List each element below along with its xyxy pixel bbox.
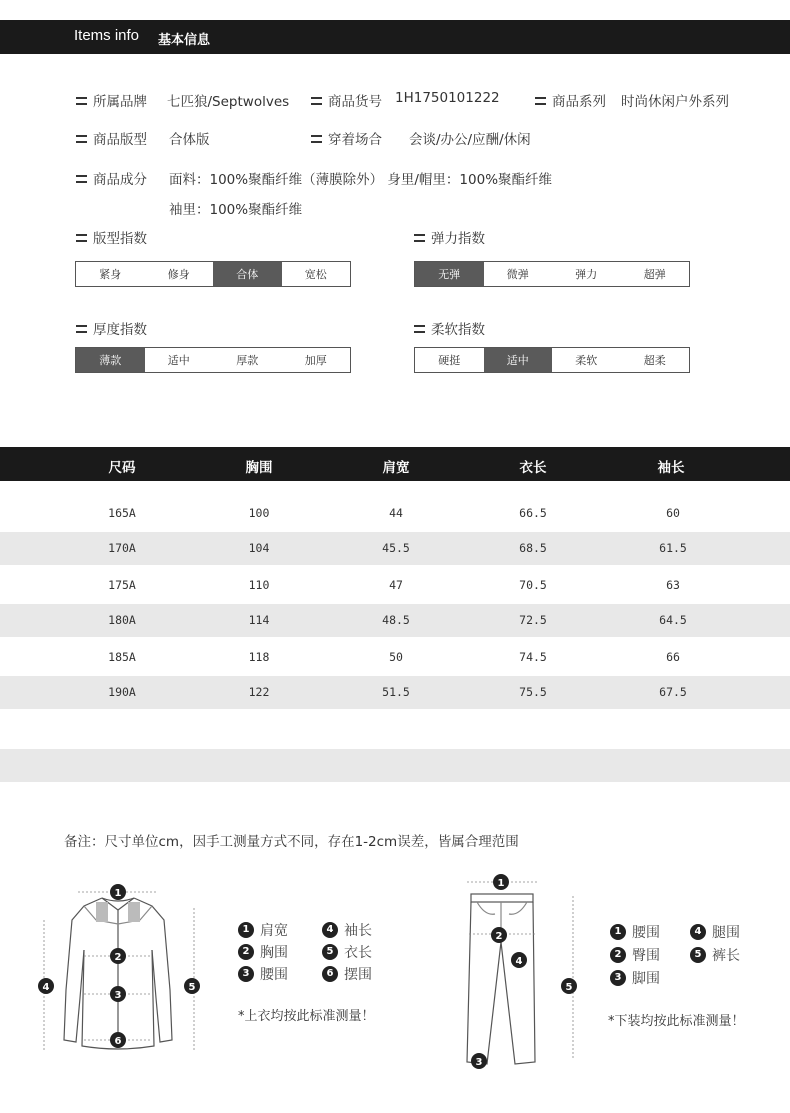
top-legend-item: 4 袖长 <box>322 920 372 940</box>
softness-index-scale <box>414 347 690 373</box>
series-label: 商品系列 <box>552 94 606 110</box>
scale-option: 适中 <box>167 354 190 367</box>
occasion-label: 穿着场合 <box>328 132 382 148</box>
brand-value: 七匹狼/Septwolves <box>167 94 290 110</box>
sku-label: 商品货号 <box>328 94 382 110</box>
table-cell: 180A <box>108 613 136 627</box>
table-cell: 60 <box>666 506 680 520</box>
brand-label: 所属品牌 <box>93 94 147 110</box>
bottom-legend-item: 4 腿围 <box>690 922 740 942</box>
equals-bullet-icon <box>414 325 425 333</box>
scale-option: 柔软 <box>575 354 598 367</box>
top-legend-item: 2 胸围 <box>238 942 288 962</box>
scale-option: 超弹 <box>643 268 666 281</box>
series-value: 时尚休闲户外系列 <box>621 94 729 110</box>
table-row <box>0 532 790 565</box>
marker-label: 2 <box>114 952 122 963</box>
table-cell: 48.5 <box>382 613 410 627</box>
fit-row <box>76 128 210 148</box>
scale-option: 微弹 <box>506 268 529 281</box>
table-spacer-band <box>0 749 790 782</box>
scale-option: 超柔 <box>643 354 666 367</box>
table-cell: 47 <box>389 578 403 592</box>
equals-bullet-icon <box>76 135 87 143</box>
table-cell: 68.5 <box>519 541 547 555</box>
equals-bullet-icon <box>311 97 322 105</box>
table-cell: 64.5 <box>659 613 687 627</box>
pants-measure-diagram <box>455 872 585 1072</box>
occasion-row <box>311 128 531 148</box>
size-table-header <box>0 447 790 481</box>
column-header-length: 衣长 <box>519 460 547 476</box>
elasticity-index-scale <box>414 261 690 287</box>
table-cell: 61.5 <box>659 541 687 555</box>
softness-index-title: 柔软指数 <box>414 318 485 338</box>
table-cell: 175A <box>108 578 136 592</box>
scale-option: 合体 <box>213 262 282 286</box>
scale-option: 无弹 <box>415 262 484 286</box>
top-legend-item: 3 腰围 <box>238 964 288 984</box>
column-header-size: 尺码 <box>108 460 136 476</box>
table-cell: 66.5 <box>519 506 547 520</box>
bottom-legend-item: 2 臀围 <box>610 945 660 965</box>
fit-value: 合体版 <box>169 132 210 148</box>
material-line-1: 面料：100%聚酯纤维（薄膜除外） 身里/帽里：100%聚酯纤维 <box>169 172 553 188</box>
table-cell: 72.5 <box>519 613 547 627</box>
elasticity-index-title: 弹力指数 <box>414 227 485 247</box>
top-measure-note: *上衣均按此标准测量！ <box>238 1009 375 1024</box>
table-cell: 66 <box>666 650 680 664</box>
marker-label: 1 <box>114 888 122 899</box>
sku-row <box>311 90 500 110</box>
material-row <box>76 168 553 188</box>
equals-bullet-icon <box>76 97 87 105</box>
equals-bullet-icon <box>414 234 425 242</box>
marker-label: 6 <box>114 1036 122 1047</box>
equals-bullet-icon <box>76 175 87 183</box>
table-cell: 165A <box>108 506 136 520</box>
fit-index-title: 版型指数 <box>76 227 147 247</box>
table-cell: 122 <box>248 685 270 699</box>
shirt-measure-diagram <box>36 880 206 1060</box>
marker-label: 3 <box>475 1057 483 1068</box>
table-cell: 63 <box>666 578 680 592</box>
scale-option: 适中 <box>484 348 553 372</box>
scale-option: 宽松 <box>304 268 327 281</box>
bottom-measure-note: *下装均按此标准测量！ <box>608 1014 745 1029</box>
bottom-legend-item: 1 腰围 <box>610 922 660 942</box>
table-cell: 67.5 <box>659 685 687 699</box>
measurement-note: 备注：尺寸单位cm，因手工测量方式不同，存在1-2cm误差，皆属合理范围 <box>64 834 519 850</box>
items-info-header <box>0 20 790 54</box>
table-cell: 75.5 <box>519 685 547 699</box>
table-cell: 190A <box>108 685 136 699</box>
equals-bullet-icon <box>535 97 546 105</box>
table-row <box>0 569 790 602</box>
bottom-legend-item: 3 脚围 <box>610 968 660 988</box>
series-row <box>535 90 729 110</box>
marker-label: 5 <box>565 982 573 993</box>
table-cell: 50 <box>389 650 403 664</box>
equals-bullet-icon <box>76 234 87 242</box>
scale-option: 厚款 <box>236 354 259 367</box>
sku-value: 1H1750101222 <box>395 90 500 106</box>
marker-label: 1 <box>497 878 505 889</box>
table-cell: 114 <box>248 613 270 627</box>
fit-index-scale <box>75 261 351 287</box>
table-row <box>0 604 790 637</box>
table-cell: 44 <box>389 506 403 520</box>
table-cell: 110 <box>248 578 270 592</box>
table-cell: 74.5 <box>519 650 547 664</box>
header-title-en: Items info <box>74 27 140 44</box>
marker-label: 2 <box>495 931 503 942</box>
equals-bullet-icon <box>311 135 322 143</box>
table-cell: 170A <box>108 541 136 555</box>
scale-option: 弹力 <box>575 268 598 281</box>
scale-option: 硬挺 <box>438 354 461 367</box>
scale-option: 薄款 <box>76 348 145 372</box>
material-label: 商品成分 <box>93 172 147 188</box>
table-row <box>0 676 790 709</box>
column-header-sleeve: 袖长 <box>657 460 685 476</box>
equals-bullet-icon <box>76 325 87 333</box>
table-cell: 118 <box>248 650 270 664</box>
scale-option: 紧身 <box>99 268 122 281</box>
scale-option: 加厚 <box>304 354 327 367</box>
thickness-index-title: 厚度指数 <box>76 318 147 338</box>
occasion-value: 会谈/办公/应酬/休闲 <box>409 132 531 148</box>
table-row <box>0 497 790 530</box>
top-legend-item: 6 摆围 <box>322 964 372 984</box>
table-cell: 51.5 <box>382 685 410 699</box>
top-legend-item: 1 肩宽 <box>238 920 288 940</box>
marker-label: 4 <box>515 956 523 967</box>
table-cell: 100 <box>248 506 270 520</box>
table-cell: 104 <box>248 541 270 555</box>
top-legend-item: 5 衣长 <box>322 942 372 962</box>
column-header-chest: 胸围 <box>245 460 273 476</box>
marker-label: 3 <box>114 990 122 1001</box>
brand-row <box>76 90 290 110</box>
table-cell: 185A <box>108 650 136 664</box>
column-header-shoulder: 肩宽 <box>382 460 410 476</box>
thickness-index-scale <box>75 347 351 373</box>
scale-option: 修身 <box>167 268 190 281</box>
table-cell: 45.5 <box>382 541 410 555</box>
material-line-2: 袖里：100%聚酯纤维 <box>169 202 303 218</box>
table-cell: 70.5 <box>519 578 547 592</box>
bottom-legend-item: 5 裤长 <box>690 945 740 965</box>
fit-label: 商品版型 <box>93 132 147 148</box>
table-row <box>0 641 790 674</box>
marker-label: 5 <box>188 982 196 993</box>
header-title-cn: 基本信息 <box>158 33 211 48</box>
marker-label: 4 <box>42 982 50 993</box>
